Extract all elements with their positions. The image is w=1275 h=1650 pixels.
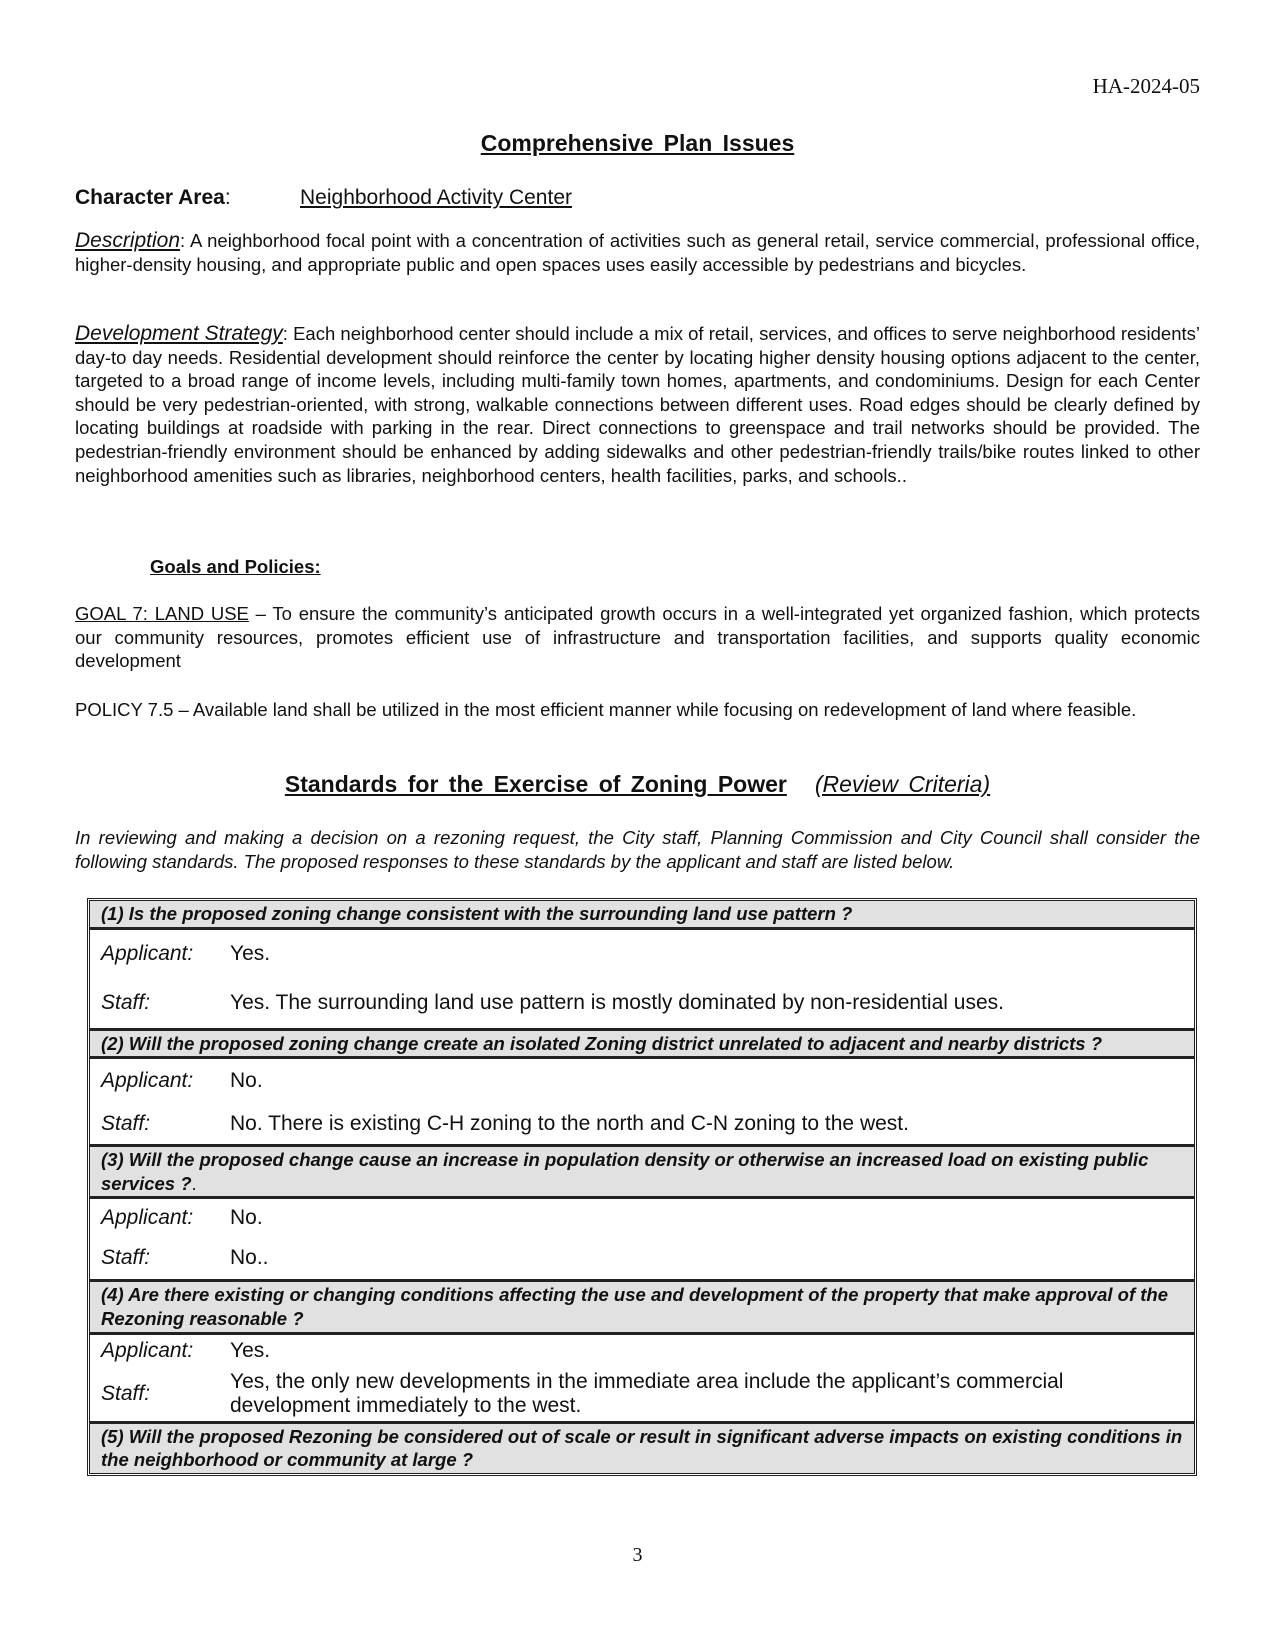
staff-response xyxy=(90,1103,1194,1144)
applicant-answer: Yes. xyxy=(230,1338,271,1362)
staff-response xyxy=(90,978,1194,1028)
policy-paragraph: POLICY 7.5 – Available land shall be utilized in the most efficient manner while focusing on redevelopment of land where feasible. xyxy=(75,699,1137,720)
staff-response xyxy=(90,1237,1194,1279)
applicant-label: Applicant: xyxy=(101,1206,194,1230)
standards-title xyxy=(0,771,1275,798)
standards-title-sub: (Review Criteria) xyxy=(814,771,991,797)
standards-title-main: Standards for the Exercise of Zoning Power xyxy=(284,771,787,797)
staff-label: Staff: xyxy=(101,1111,151,1135)
description-text: : A neighborhood focal point with a concentration of activities such as general retail, service commercial, professional office, higher-density housing, and appropriate public and open spaces uses easily accessible by pedestrians and bicycles. xyxy=(75,230,1200,275)
staff-label: Staff: xyxy=(101,1246,151,1270)
criterion-question-text: (3) Will the proposed change cause an increase in population density or otherwise an increased load on existing public services ? xyxy=(101,1149,1149,1194)
applicant-label: Applicant: xyxy=(101,941,194,965)
criteria-table xyxy=(87,898,1197,1476)
applicant-response xyxy=(90,1199,1194,1237)
applicant-answer: No. xyxy=(230,1206,263,1230)
staff-answer: No. There is existing C-H zoning to the north and C-N zoning to the west. xyxy=(230,1111,909,1135)
criterion-question: (4) Are there existing or changing conditions affecting the use and development of the property that make approval of the Rezoning reasonable ? xyxy=(90,1282,1194,1334)
applicant-answer: Yes. xyxy=(230,941,271,965)
goal-label: GOAL 7: LAND USE xyxy=(75,603,249,624)
criterion-question xyxy=(90,1147,1194,1199)
goal-text: – To ensure the community’s anticipated growth occurs in a well-integrated yet organized fashion, which protects our community resources, promotes efficient use of infrastructure and transportation facilities, and supports quality economic development xyxy=(75,603,1200,672)
applicant-response xyxy=(90,1335,1194,1367)
applicant-answer: No. xyxy=(230,1069,263,1093)
staff-response xyxy=(90,1367,1194,1421)
applicant-label: Applicant: xyxy=(101,1338,194,1362)
description-lead: Description xyxy=(75,229,181,252)
staff-answer: Yes. The surrounding land use pattern is mostly dominated by non-residential uses. xyxy=(230,990,1004,1014)
page-number: 3 xyxy=(632,1544,643,1566)
character-area-label: Character Area xyxy=(75,186,225,209)
applicant-response xyxy=(90,1059,1194,1103)
document-id: HA-2024-05 xyxy=(1092,74,1200,98)
description-paragraph xyxy=(75,229,1200,276)
applicant-response xyxy=(90,930,1194,978)
criterion-answers xyxy=(90,1199,1194,1282)
criterion-answers xyxy=(90,1335,1194,1424)
development-strategy-lead: Development Strategy xyxy=(75,322,283,345)
development-strategy-paragraph xyxy=(75,322,1200,487)
staff-answer: No.. xyxy=(230,1246,269,1270)
character-area xyxy=(75,186,572,210)
criterion-question: (5) Will the proposed Rezoning be considered out of scale or result in significant adverse impacts on existing conditions in the neighborhood or community at large ? xyxy=(90,1424,1194,1473)
staff-label: Staff: xyxy=(101,990,151,1014)
goal-paragraph xyxy=(75,602,1200,673)
criterion-answers xyxy=(90,1059,1194,1147)
goals-heading: Goals and Policies: xyxy=(150,556,321,577)
development-strategy-text: : Each neighborhood center should include a mix of retail, services, and offices to serve neighborhood residents’ day-to day needs. Residential development should reinforce the center by locating higher density housing options adjacent to the center, targeted to a broad range of income levels, including multi-family town homes, apartments, and condominiums. Design for each Center should be very pedestrian-oriented, with strong, walkable connections between different uses. Road edges should be clearly defined by locating buildings at roadside with parking in the rear. Direct connections to greenspace and trail networks should be provided. The pedestrian-friendly environment should be enhanced by adding sidewalks and other pedestrian-friendly trails/bike routes linked to other neighborhood amenities such as libraries, neighborhood centers, health facilities, parks, and schools.. xyxy=(75,323,1200,486)
page-title: Comprehensive Plan Issues xyxy=(480,130,795,156)
criterion-question: (2) Will the proposed zoning change create an isolated Zoning district unrelated to adjacent and nearby districts ? xyxy=(90,1031,1194,1060)
character-area-colon: : xyxy=(224,186,231,209)
applicant-label: Applicant: xyxy=(101,1069,194,1093)
criterion-question-suffix: . xyxy=(191,1172,197,1194)
staff-answer: Yes, the only new developments in the immediate area include the applicant’s commercial development immediately to the west. xyxy=(230,1369,1064,1417)
criterion-question: (1) Is the proposed zoning change consistent with the surrounding land use pattern ? xyxy=(90,901,1194,930)
staff-label: Staff: xyxy=(101,1381,151,1405)
criterion-answers xyxy=(90,930,1194,1031)
standards-intro: In reviewing and making a decision on a rezoning request, the City staff, Planning Commission and City Council shall consider the following standards. The proposed responses to these standards by the applicant and staff are listed below. xyxy=(75,827,1200,872)
character-area-value: Neighborhood Activity Center xyxy=(300,186,572,209)
